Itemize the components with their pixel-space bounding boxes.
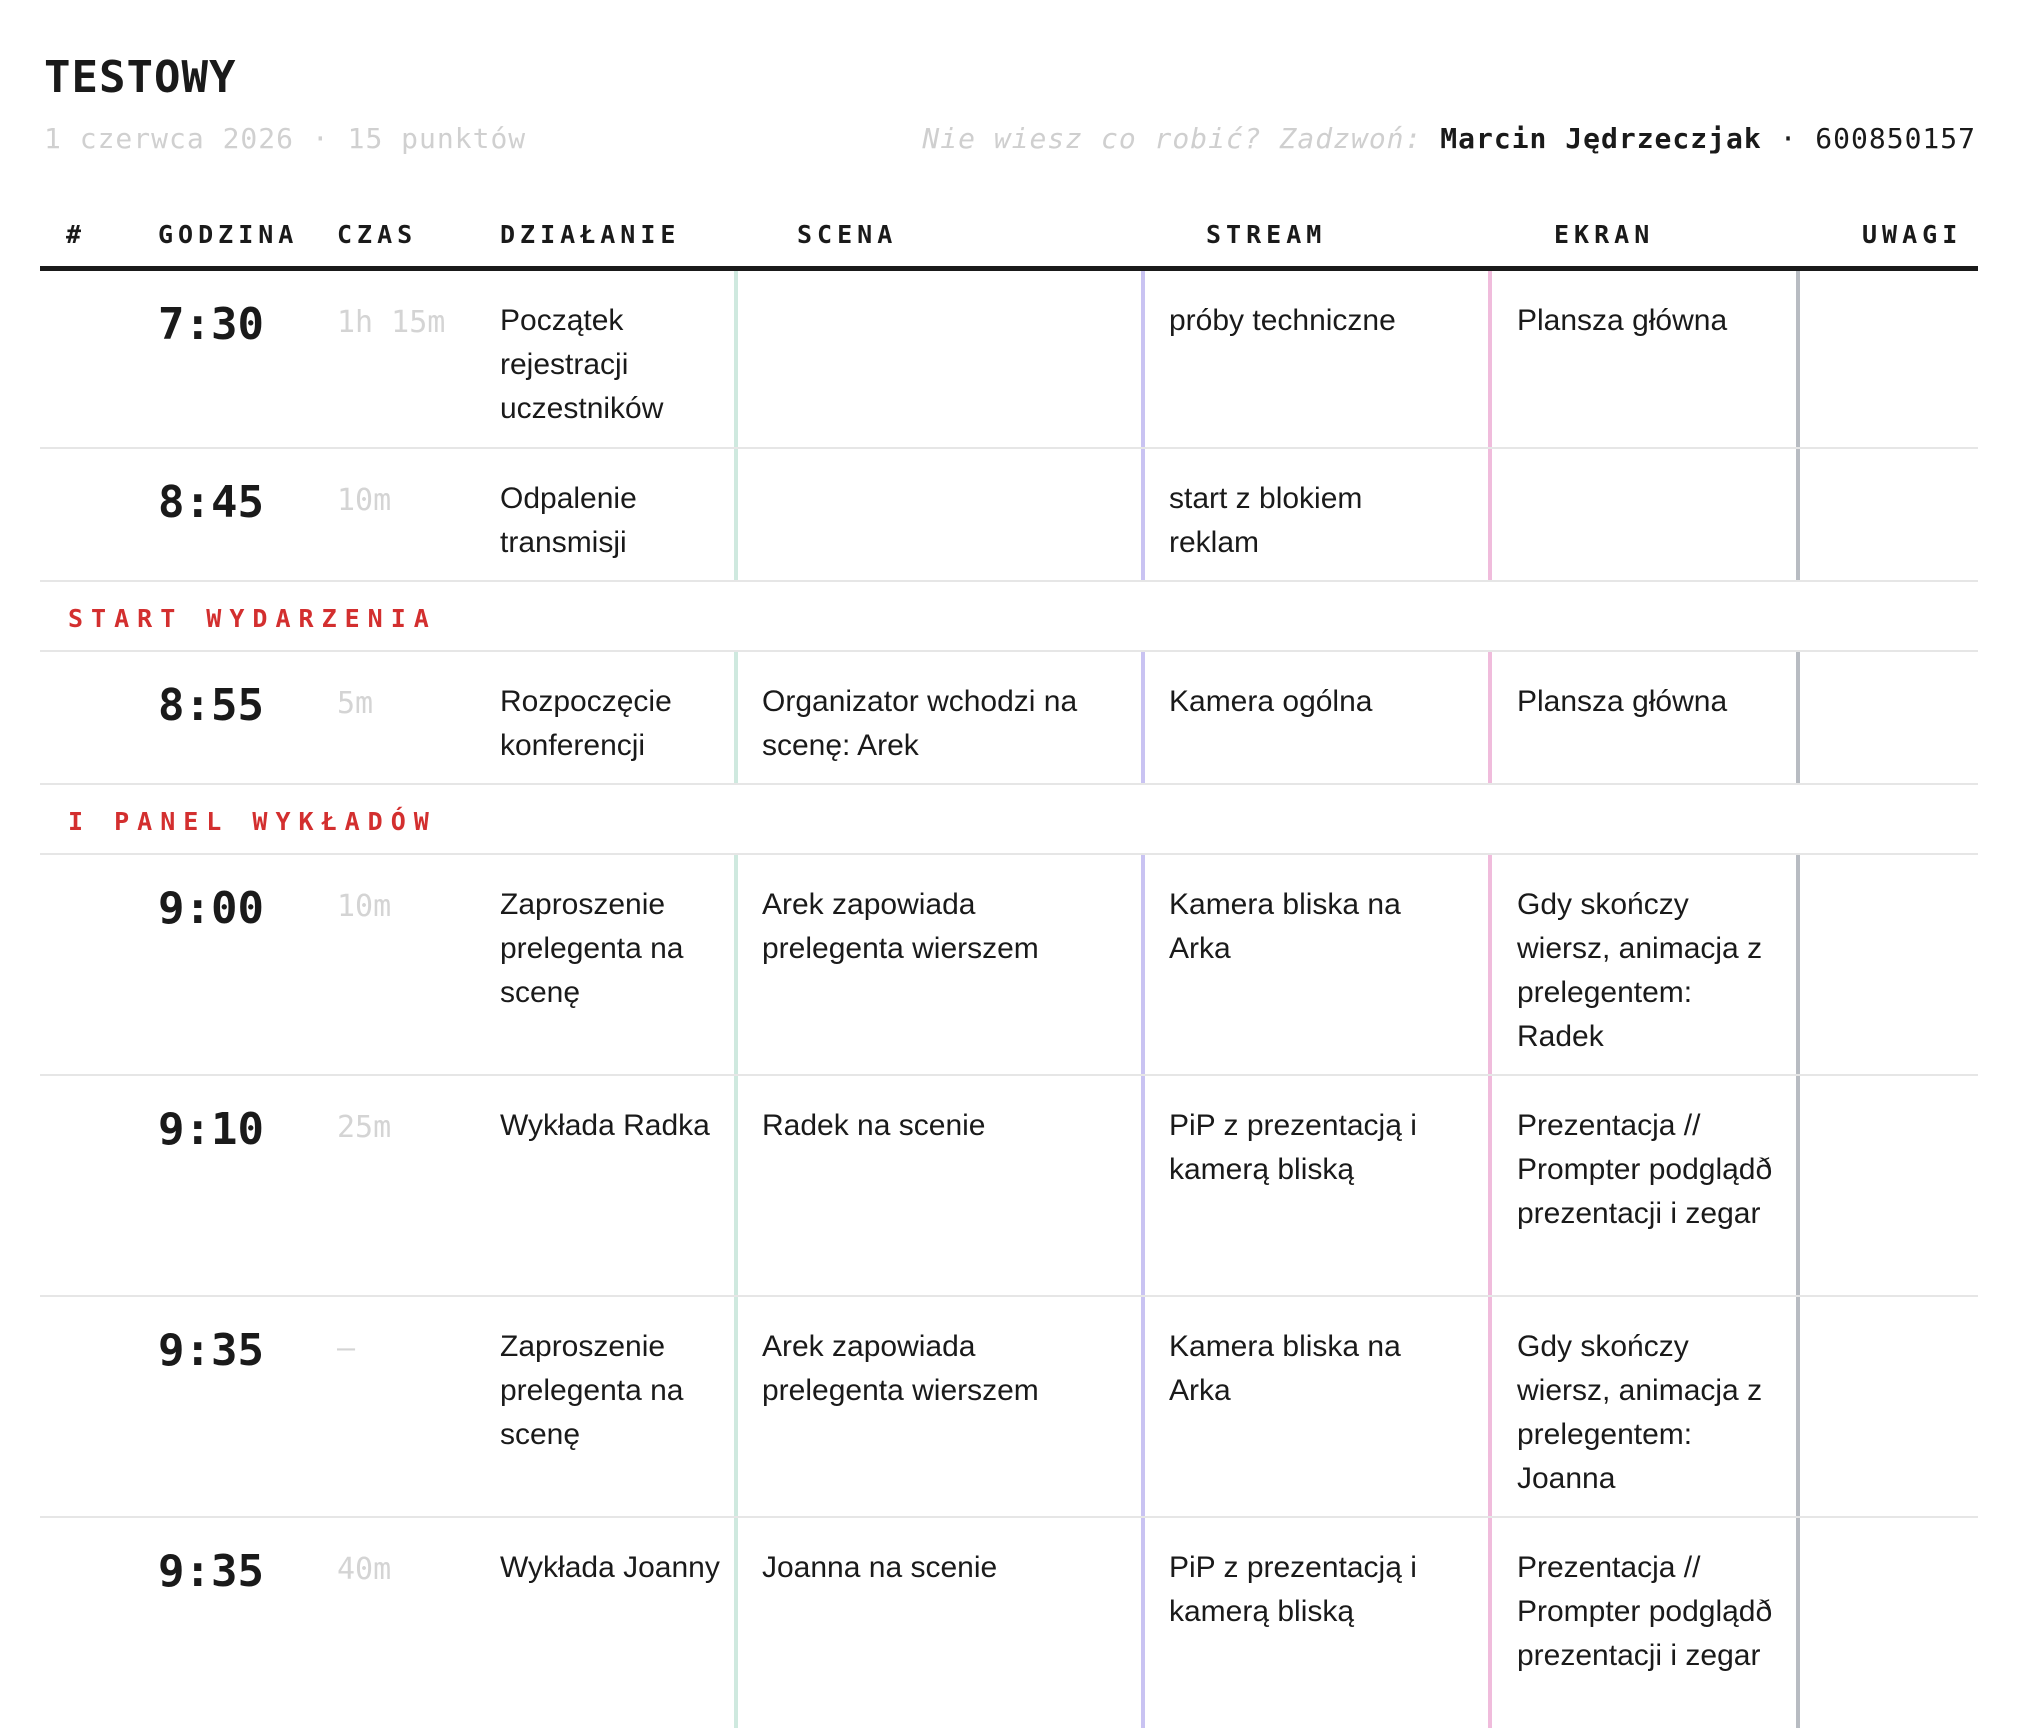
col-uwagi: UWAGI bbox=[1862, 220, 1963, 249]
event-date: 1 czerwca 2026 bbox=[44, 122, 295, 155]
row-ekran: Prezentacja // Prompter podglądð prezentacji i zegar bbox=[1517, 1551, 1773, 1672]
stream-column-line bbox=[1141, 271, 1145, 447]
table-row[interactable] bbox=[40, 652, 1978, 785]
uwagi-column-line bbox=[1796, 1297, 1800, 1516]
row-stream: start z blokiem reklam bbox=[1169, 482, 1363, 559]
contact-name: Marcin Jędrzeczjak bbox=[1440, 122, 1762, 155]
scena-column-line bbox=[734, 855, 738, 1074]
col-stream: STREAM bbox=[1206, 220, 1327, 249]
ekran-column-line bbox=[1488, 449, 1492, 580]
table-row[interactable] bbox=[40, 449, 1978, 582]
row-time: 9:00 bbox=[158, 883, 264, 934]
row-ekran: Gdy skończy wiersz, animacja z prelegentem: Joanna bbox=[1517, 1330, 1763, 1495]
row-action: Wykłada Radka bbox=[500, 1109, 710, 1142]
row-time: 7:30 bbox=[158, 299, 264, 350]
section-start-wydarzenia bbox=[40, 582, 1978, 652]
row-action: Zaproszenie prelegenta na scenę bbox=[500, 1330, 684, 1451]
uwagi-column-line bbox=[1796, 652, 1800, 783]
stream-column-line bbox=[1141, 652, 1145, 783]
row-action: Rozpoczęcie konferencji bbox=[500, 685, 672, 762]
row-stream: PiP z prezentacją i kamerą bliską bbox=[1169, 1109, 1417, 1186]
uwagi-column-line bbox=[1796, 449, 1800, 580]
row-scena: Arek zapowiada prelegenta wierszem bbox=[762, 888, 1039, 965]
table-row[interactable] bbox=[40, 855, 1978, 1076]
row-duration: 5m bbox=[337, 686, 374, 721]
row-scena: Arek zapowiada prelegenta wierszem bbox=[762, 1330, 1039, 1407]
ekran-column-line bbox=[1488, 1297, 1492, 1516]
section-i-panel-wykladow bbox=[40, 785, 1978, 855]
section-label: I PANEL WYKŁADÓW bbox=[68, 807, 437, 836]
uwagi-column-line bbox=[1796, 1518, 1800, 1728]
row-duration: 10m bbox=[337, 889, 392, 924]
row-ekran: Plansza główna bbox=[1517, 685, 1728, 718]
row-duration: 40m bbox=[337, 1552, 392, 1587]
scena-column-line bbox=[734, 449, 738, 580]
scena-column-line bbox=[734, 1297, 738, 1516]
row-time: 8:45 bbox=[158, 477, 264, 528]
event-meta: 1 czerwca 2026 · 15 punktów bbox=[44, 122, 527, 155]
row-ekran: Gdy skończy wiersz, animacja z prelegentem: Radek bbox=[1517, 888, 1763, 1053]
stream-column-line bbox=[1141, 1076, 1145, 1295]
row-time: 8:55 bbox=[158, 680, 264, 731]
contact-separator: · bbox=[1779, 122, 1798, 155]
contact-info bbox=[922, 122, 1976, 155]
row-action: Odpalenie transmisji bbox=[500, 482, 637, 559]
col-ekran: EKRAN bbox=[1554, 220, 1655, 249]
stream-column-line bbox=[1141, 1297, 1145, 1516]
table-header bbox=[40, 206, 1978, 266]
table-row[interactable] bbox=[40, 1518, 1978, 1728]
row-action: Wykłada Joanny bbox=[500, 1551, 720, 1584]
col-czas: CZAS bbox=[337, 220, 418, 249]
scena-column-line bbox=[734, 1518, 738, 1728]
row-ekran: Prezentacja // Prompter podglądð prezentacji i zegar bbox=[1517, 1109, 1773, 1230]
row-stream: Kamera bliska na Arka bbox=[1169, 888, 1401, 965]
row-stream: Kamera ogólna bbox=[1169, 685, 1373, 718]
row-action: Zaproszenie prelegenta na scenę bbox=[500, 888, 684, 1009]
col-godzina: GODZINA bbox=[158, 220, 299, 249]
col-dzialanie: DZIAŁANIE bbox=[500, 220, 681, 249]
uwagi-column-line bbox=[1796, 271, 1800, 447]
row-stream: PiP z prezentacją i kamerą bliską bbox=[1169, 1551, 1417, 1628]
row-scena: Organizator wchodzi na scenę: Arek bbox=[762, 685, 1078, 762]
ekran-column-line bbox=[1488, 1076, 1492, 1295]
row-duration: — bbox=[337, 1331, 356, 1366]
row-action: Początek rejestracji uczestników bbox=[500, 304, 664, 425]
contact-prompt: Nie wiesz co robić? Zadzwoń: bbox=[922, 122, 1423, 155]
stream-column-line bbox=[1141, 855, 1145, 1074]
stream-column-line bbox=[1141, 1518, 1145, 1728]
row-duration: 1h 15m bbox=[337, 305, 446, 340]
event-points: 15 punktów bbox=[347, 122, 527, 155]
row-ekran: Plansza główna bbox=[1517, 304, 1728, 337]
row-scena: Radek na scenie bbox=[762, 1109, 986, 1142]
ekran-column-line bbox=[1488, 652, 1492, 783]
scena-column-line bbox=[734, 1076, 738, 1295]
row-duration: 10m bbox=[337, 483, 392, 518]
table-row[interactable] bbox=[40, 1076, 1978, 1297]
uwagi-column-line bbox=[1796, 855, 1800, 1074]
col-number: # bbox=[66, 220, 87, 249]
row-stream: próby techniczne bbox=[1169, 304, 1396, 337]
scena-column-line bbox=[734, 652, 738, 783]
row-time: 9:35 bbox=[158, 1325, 264, 1376]
row-duration: 25m bbox=[337, 1110, 392, 1145]
ekran-column-line bbox=[1488, 1518, 1492, 1728]
row-stream: Kamera bliska na Arka bbox=[1169, 1330, 1401, 1407]
table-row[interactable] bbox=[40, 271, 1978, 449]
table-row[interactable] bbox=[40, 1297, 1978, 1518]
row-scena: Joanna na scenie bbox=[762, 1551, 998, 1584]
row-time: 9:10 bbox=[158, 1104, 264, 1155]
uwagi-column-line bbox=[1796, 1076, 1800, 1295]
stream-column-line bbox=[1141, 449, 1145, 580]
ekran-column-line bbox=[1488, 855, 1492, 1074]
page-title: TESTOWY bbox=[44, 52, 237, 103]
rundown-table bbox=[40, 271, 1978, 1728]
section-label: START WYDARZENIA bbox=[68, 604, 437, 633]
col-scena: SCENA bbox=[797, 220, 898, 249]
ekran-column-line bbox=[1488, 271, 1492, 447]
row-time: 9:35 bbox=[158, 1546, 264, 1597]
contact-phone: 600850157 bbox=[1815, 122, 1976, 155]
scena-column-line bbox=[734, 271, 738, 447]
